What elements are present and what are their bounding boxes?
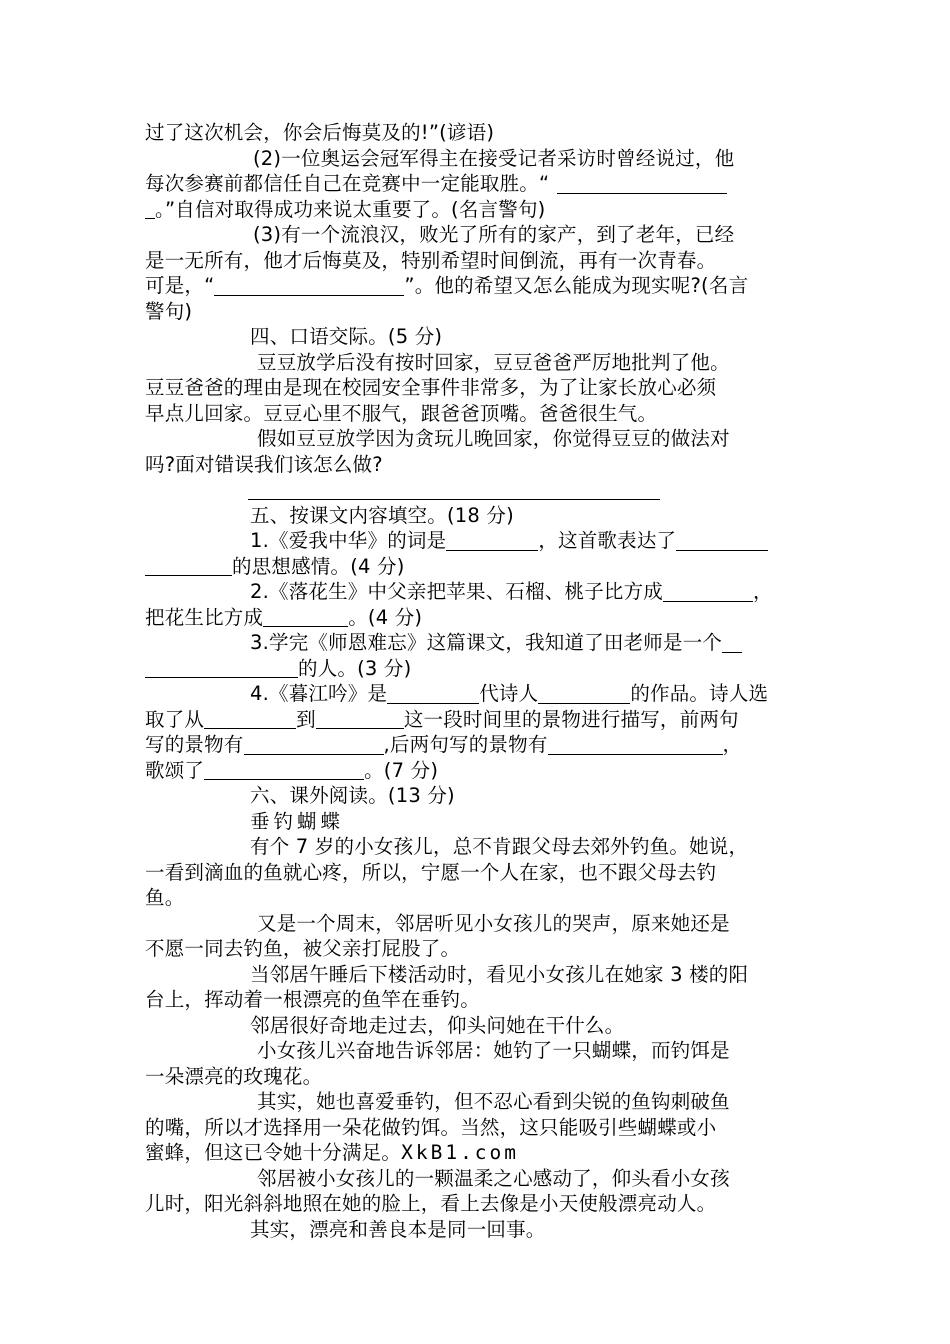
text: 过了这次机会，你会后悔莫及的!”(谚语)	[145, 121, 495, 144]
text: 。(7 分)	[364, 758, 439, 782]
text: 儿时，阳光斜斜地照在她的脸上，看上去像是小天使般漂亮动人。	[145, 1192, 717, 1215]
text: 取了从	[145, 707, 205, 731]
text: 六、课外阅读。(13 分)	[250, 784, 455, 807]
q3-item2-line2	[145, 171, 810, 197]
text: 邻居被小女孩儿的一颗温柔之心感动了，仰头看小女孩	[257, 1166, 730, 1190]
text: 其实，漂亮和善良本是同一回事。	[250, 1217, 546, 1241]
answer-line[interactable]	[248, 479, 660, 500]
text: 垂钓蝴蝶	[250, 809, 345, 833]
fill-blank[interactable]	[676, 531, 768, 551]
text: 假如豆豆放学因为贪玩儿晚回家，你觉得豆豆的做法对	[257, 427, 730, 450]
story-p6-line1	[145, 1089, 810, 1115]
text: 的思想感情。(4 分)	[232, 554, 405, 578]
story-p5-line1	[145, 1038, 810, 1064]
q5-item3-line1	[145, 630, 810, 656]
q4-p2-line1	[145, 426, 810, 452]
section-5-title	[145, 503, 810, 529]
q5-item4-line1	[145, 681, 810, 707]
q3-item2-line3	[145, 197, 810, 223]
story-p7-line2	[145, 1191, 810, 1217]
fill-blank[interactable]	[244, 735, 384, 755]
fill-blank[interactable]	[204, 760, 364, 780]
text: ，这首歌表达了	[538, 529, 677, 552]
text: 不愿一同去钓鱼，被父亲打屁股了。	[145, 937, 461, 960]
text: 把花生比方成	[145, 605, 264, 629]
text: 的人。(3 分)	[298, 656, 412, 680]
fill-blank[interactable]	[145, 199, 155, 219]
fill-blank[interactable]	[214, 276, 404, 296]
q4-p2-line2	[145, 452, 810, 478]
q5-item4-line2	[145, 707, 810, 733]
text: 鱼。	[145, 886, 185, 909]
text: 五、按课文内容填空。(18 分)	[250, 503, 514, 527]
text: 这一段时间里的景物进行描写，前两句	[403, 707, 739, 731]
text: 豆豆爸爸的理由是现在校园安全事件非常多，为了让家长放心必须	[145, 376, 717, 399]
text: 邻居很好奇地走过去，仰头问她在干什么。	[250, 1013, 625, 1037]
text: (2)一位奥运会冠军得主在接受记者采访时曾经说过，他	[253, 146, 735, 170]
text: 豆豆放学后没有按时回家，豆豆爸爸严厉地批判了他。	[257, 350, 730, 374]
q4-p1-line1	[145, 350, 810, 376]
q3-item2-line1	[145, 146, 810, 172]
document-page	[145, 120, 810, 1242]
q5-item3-line2	[145, 656, 810, 682]
text: 歌颂了	[145, 758, 205, 782]
q5-item1-line2	[145, 554, 810, 580]
fill-blank[interactable]	[387, 684, 479, 704]
q3-item3-line3	[145, 273, 810, 299]
fill-blank[interactable]	[538, 684, 630, 704]
story-p1-line1	[145, 834, 810, 860]
story-p1-line3	[145, 885, 810, 911]
q3-item3-line1	[145, 222, 810, 248]
story-p6-line3	[145, 1140, 810, 1166]
story-p3-line1	[145, 962, 810, 988]
story-p5-line2	[145, 1064, 810, 1090]
text: 写的景物有	[145, 733, 244, 756]
fill-blank[interactable]	[557, 174, 727, 194]
q4-p1-line3	[145, 401, 810, 427]
text: ，	[722, 733, 743, 756]
fill-blank[interactable]	[204, 709, 296, 729]
watermark-text: XkB1.com	[401, 1141, 520, 1164]
text: 有个 7 岁的小女孩儿，总不肯跟父母去郊外钓鱼。她说，	[250, 835, 749, 858]
text: 又是一个周末，邻居听见小女孩儿的哭声，原来她还是	[257, 911, 730, 935]
text: 四、口语交际。(5 分)	[250, 325, 443, 348]
q5-item4-line4	[145, 758, 810, 784]
text: 一看到滴血的鱼就心疼，所以，宁愿一个人在家，也不跟父母去钓	[145, 860, 717, 884]
q4-answer-row	[145, 477, 810, 503]
text: 警句)	[145, 299, 193, 323]
text: 小女孩儿兴奋地告诉邻居：她钓了一只蝴蝶，而钓饵是	[257, 1039, 730, 1062]
text: 吗?面对错误我们该怎么做?	[145, 452, 383, 476]
story-p4	[145, 1013, 810, 1039]
text: 4.《暮江吟》是	[250, 682, 388, 705]
text: 蜜蜂，但这已令她十分满足。	[145, 1141, 402, 1164]
text: ,后两句写的景物有	[383, 733, 548, 756]
text: 。(4 分)	[348, 605, 423, 629]
fill-blank[interactable]	[145, 658, 298, 678]
text: 。”自信对取得成功来说太重要了。(名言警句)	[155, 197, 546, 221]
fill-blank[interactable]	[663, 582, 753, 602]
q5-item2-line1	[145, 579, 810, 605]
story-p1-line2	[145, 860, 810, 886]
text: ，	[753, 580, 773, 603]
text: 代诗人	[479, 682, 539, 705]
q3-item3-line2	[145, 248, 810, 274]
q3-item1-tail	[145, 120, 810, 146]
story-p7-line1	[145, 1166, 810, 1192]
text: 2.《落花生》中父亲把苹果、石榴、桃子比方成	[250, 580, 664, 603]
text: 当邻居午睡后下楼活动时，看见小女孩儿在她家 3 楼的阳	[250, 962, 749, 986]
q3-item3-line4	[145, 299, 810, 325]
fill-blank[interactable]	[316, 709, 404, 729]
section-4-title	[145, 324, 810, 350]
section-6-title	[145, 783, 810, 809]
text: 一朵漂亮的玫瑰花。	[145, 1064, 323, 1088]
fill-blank[interactable]	[446, 531, 538, 551]
text: 台上，挥动着一根漂亮的鱼竿在垂钓。	[145, 988, 480, 1011]
q5-item2-line2	[145, 605, 810, 631]
fill-blank[interactable]	[145, 556, 232, 576]
text: 是一无所有，他才后悔莫及，特别希望时间倒流，再有一次青春。	[145, 248, 717, 272]
fill-blank[interactable]	[722, 633, 742, 653]
story-p6-line2	[145, 1115, 810, 1141]
text: 到	[296, 707, 316, 731]
text: 早点儿回家。豆豆心里不服气，跟爸爸顶嘴。爸爸很生气。	[145, 401, 658, 425]
fill-blank[interactable]	[263, 607, 348, 627]
story-p3-line2	[145, 987, 810, 1013]
text: (3)有一个流浪汉，败光了所有的家产，到了老年，已经	[253, 223, 735, 246]
text: 每次参赛前都信任自己在竞赛中一定能取胜。“	[145, 172, 550, 195]
text: 1.《爱我中华》的词是	[250, 529, 447, 552]
story-p8	[145, 1217, 810, 1243]
text: 3.学完《师恩难忘》这篇课文，我知道了田老师是一个	[250, 631, 723, 654]
text: 其实，她也喜爱垂钓，但不忍心看到尖锐的鱼钩刺破鱼	[257, 1090, 730, 1113]
text: ”。他的希望又怎么能成为现实呢?(名言	[404, 274, 749, 297]
q5-item1-line1	[145, 528, 810, 554]
text: 的嘴，所以才选择用一朵花做钓饵。当然，这只能吸引些蝴蝶或小	[145, 1115, 717, 1139]
fill-blank[interactable]	[548, 735, 723, 755]
q4-p1-line2	[145, 375, 810, 401]
text: 的作品。诗人选	[630, 682, 769, 705]
text: 可是，“	[145, 274, 215, 297]
story-p2-line2	[145, 936, 810, 962]
q5-item4-line3	[145, 732, 810, 758]
story-p2-line1	[145, 911, 810, 937]
story-title	[145, 809, 810, 835]
